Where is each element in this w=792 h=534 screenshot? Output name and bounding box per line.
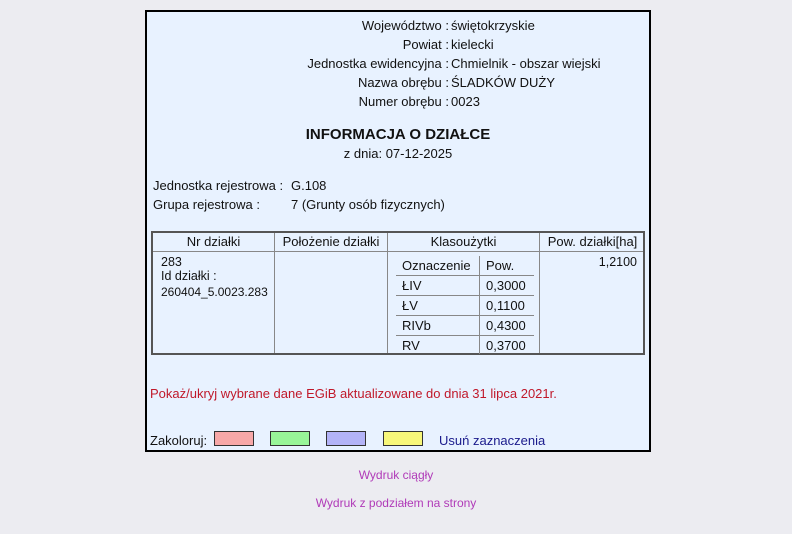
column-divider — [387, 233, 388, 353]
land-class-area: 0,3000 — [486, 278, 526, 293]
column-divider — [539, 233, 540, 353]
print-pages-link[interactable]: Wydruk z podziałem na strony — [315, 496, 477, 510]
table-row — [396, 336, 534, 355]
page-title: INFORMACJA O DZIAŁCE — [305, 126, 491, 143]
header-label: Jednostka ewidencyjna : — [307, 56, 449, 71]
header-label: Numer obrębu : — [358, 94, 449, 109]
th-location: Położenie działki — [282, 234, 380, 249]
parcel-number: 283 — [161, 255, 182, 269]
header-value: 0023 — [451, 94, 480, 109]
subtable-th-area: Pow. — [486, 258, 515, 273]
land-class-area: 0,1100 — [486, 298, 525, 313]
land-class-subtable — [396, 256, 534, 354]
subtable-header-row — [396, 256, 534, 276]
header-value: kielecki — [451, 37, 494, 52]
land-class-code: ŁV — [402, 298, 418, 313]
land-class-code: ŁIV — [402, 278, 422, 293]
registry-unit-label: Jednostka rejestrowa : — [153, 178, 284, 193]
land-class-area: 0,3700 — [486, 338, 526, 353]
print-continuous-link[interactable]: Wydruk ciągły — [358, 468, 434, 482]
column-divider — [274, 233, 275, 353]
land-class-code: RIVb — [402, 318, 431, 333]
registry-unit-value: G.108 — [291, 178, 327, 193]
registry-group-value: 7 (Grunty osób fizycznych) — [291, 197, 445, 212]
color-swatch-red[interactable] — [214, 431, 254, 446]
parcel-id-label: Id działki : — [161, 269, 217, 283]
th-land-classes: Klasoużytki — [430, 234, 497, 249]
report-date: z dnia: 07-12-2025 — [343, 146, 453, 161]
subtable-th-code: Oznaczenie — [402, 258, 471, 273]
color-swatch-green[interactable] — [270, 431, 310, 446]
parcel-id: 260404_5.0023.283 — [161, 285, 268, 299]
th-parcel-number: Nr działki — [186, 234, 241, 249]
parcel-info-panel — [145, 10, 651, 452]
table-row — [396, 276, 534, 296]
table-header-divider — [153, 251, 643, 252]
clear-selection-link[interactable]: Usuń zaznaczenia — [439, 433, 546, 448]
table-row — [396, 316, 534, 336]
header-value: świętokrzyskie — [451, 18, 535, 33]
parcel-area: 1,2100 — [598, 255, 637, 269]
header-label: Nazwa obrębu : — [357, 75, 449, 90]
header-label: Województwo : — [361, 18, 449, 33]
th-area: Pow. działki[ha] — [547, 234, 638, 249]
colorize-label: Zakoloruj: — [150, 433, 208, 448]
header-label: Powiat : — [402, 37, 449, 52]
color-swatch-blue[interactable] — [326, 431, 366, 446]
header-value: ŚLADKÓW DUŻY — [451, 75, 556, 90]
parcel-table — [151, 231, 645, 355]
registry-group-label: Grupa rejestrowa : — [153, 197, 260, 212]
land-class-code: RV — [402, 338, 420, 353]
egib-toggle-link[interactable]: Pokaż/ukryj wybrane dane EGiB aktualizowane do dnia 31 lipca 2021r. — [150, 386, 557, 401]
color-swatch-yellow[interactable] — [383, 431, 423, 446]
land-class-area: 0,4300 — [486, 318, 526, 333]
header-value: Chmielnik - obszar wiejski — [451, 56, 601, 71]
table-row — [396, 296, 534, 316]
